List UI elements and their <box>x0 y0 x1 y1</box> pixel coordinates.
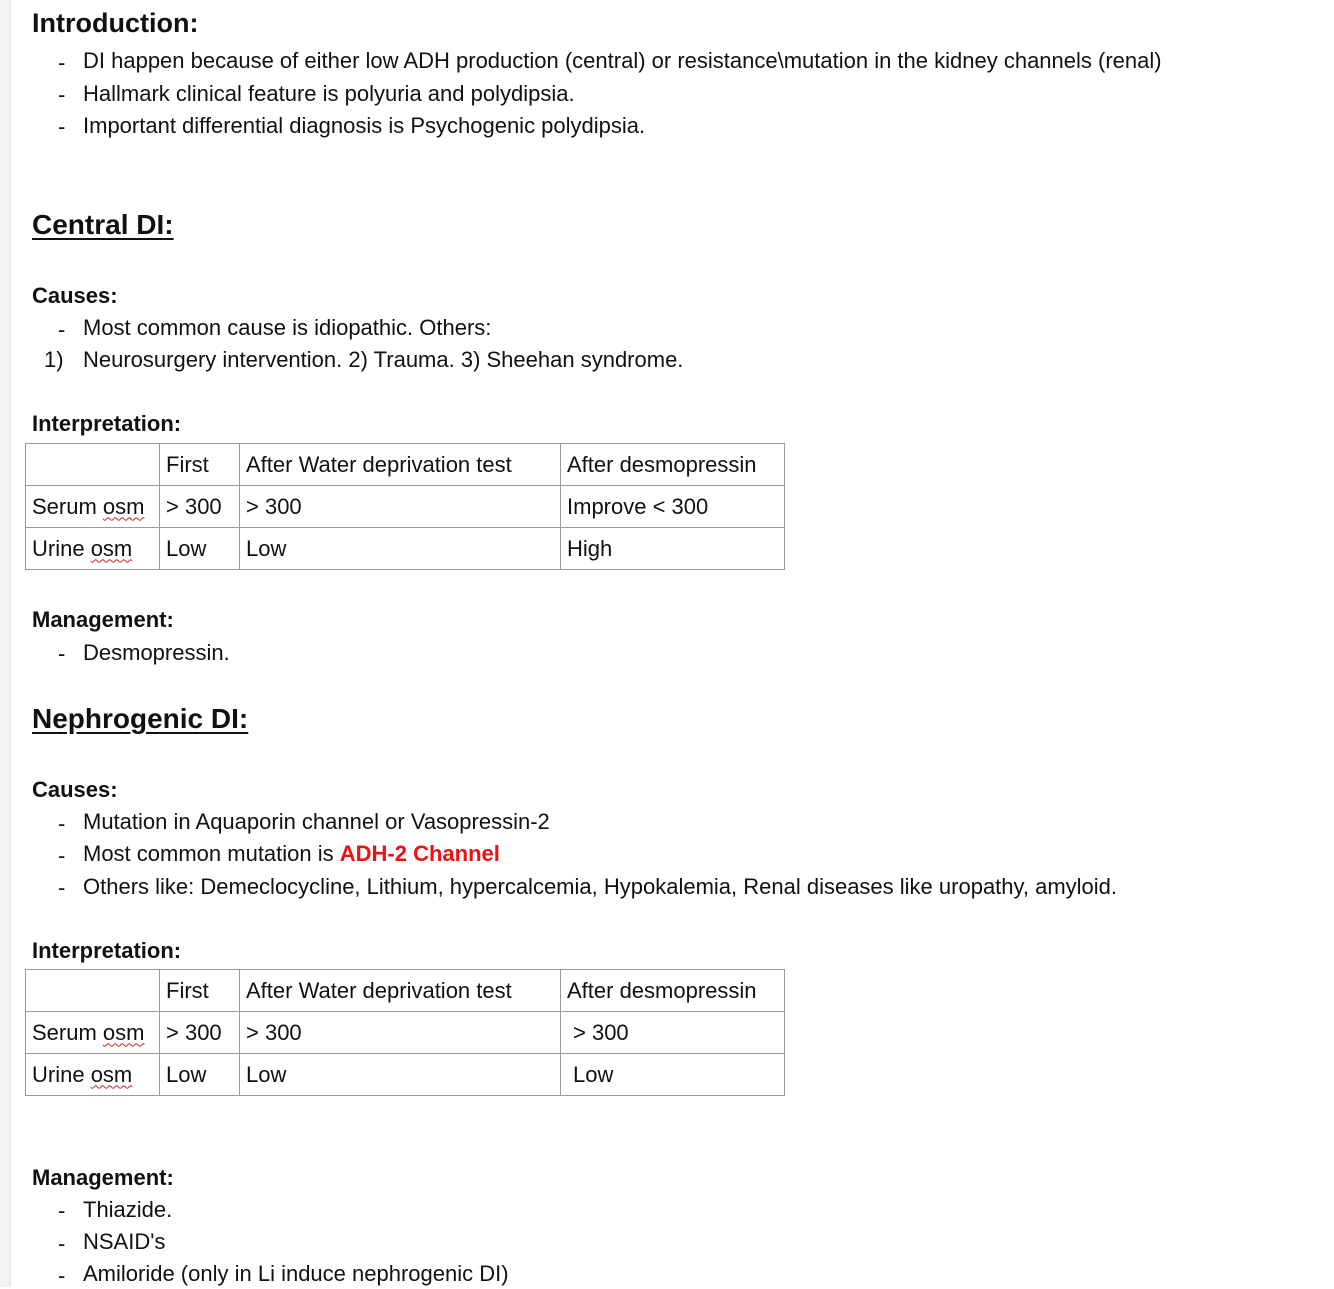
intro-heading: Introduction: <box>32 8 199 38</box>
nephro-mgmt-item-1: Thiazide. <box>83 1197 173 1222</box>
row-label: Serum <box>32 493 103 519</box>
central-causes-bullet: Most common cause is idiopathic. Others: <box>83 315 492 340</box>
nephro-mgmt-item-2: NSAID's <box>83 1229 166 1254</box>
list-number: 1) <box>44 347 64 372</box>
table-cell: > 300 <box>160 486 240 528</box>
bullet-dash: - <box>58 1198 66 1223</box>
table-row <box>26 1012 785 1054</box>
bullet-dash: - <box>58 317 66 342</box>
bullet-dash: - <box>58 114 66 139</box>
bullet-dash: - <box>58 1231 66 1256</box>
table-header-cell: First <box>160 970 240 1012</box>
table-cell: > 300 <box>240 486 561 528</box>
table-cell: Low <box>160 1054 240 1096</box>
table-header-cell: After desmopressin <box>561 444 785 486</box>
nephro-cause-1: Mutation in Aquaporin channel or Vasopressin-2 <box>83 809 550 834</box>
nephro-causes-heading: Causes: <box>32 777 118 802</box>
central-interp-heading: Interpretation: <box>32 411 182 436</box>
nephro-cause-3: Others like: Demeclocycline, Lithium, hypercalcemia, Hypokalemia, Renal diseases like uropathy, amyloid. <box>83 874 1118 899</box>
spellcheck-word: osm <box>90 535 133 561</box>
intro-bullet-2: Hallmark clinical feature is polyuria and polydipsia. <box>83 81 575 106</box>
table-cell: > 300 <box>561 1012 785 1054</box>
table-header-cell: After Water deprivation test <box>240 444 561 486</box>
bullet-dash: - <box>58 82 66 107</box>
spellcheck-word: osm <box>102 1019 145 1045</box>
table-cell: Low <box>160 528 240 570</box>
intro-bullet-3: Important differential diagnosis is Psychogenic polydipsia. <box>83 113 646 138</box>
nephro-interpretation-table <box>25 969 785 1096</box>
table-row <box>26 528 785 570</box>
table-header-cell: After Water deprivation test <box>240 970 561 1012</box>
table-cell: > 300 <box>240 1012 561 1054</box>
row-label-cell <box>26 528 160 570</box>
bullet-dash: - <box>58 875 66 900</box>
nephrogenic-di-heading: Nephrogenic DI: <box>32 703 249 734</box>
nephro-cause-2 <box>83 841 500 867</box>
table-cell: Low <box>240 528 561 570</box>
nephro-mgmt-item-3: Amiloride (only in Li induce nephrogenic DI) <box>83 1261 509 1286</box>
row-label-cell <box>26 486 160 528</box>
table-header-cell <box>26 970 160 1012</box>
central-mgmt-heading: Management: <box>32 607 174 632</box>
central-interpretation-table <box>25 443 785 570</box>
table-header-row <box>26 444 785 486</box>
bullet-dash: - <box>58 811 66 836</box>
central-causes-list: Neurosurgery intervention. 2) Trauma. 3) Sheehan syndrome. <box>83 347 684 372</box>
table-header-cell: After desmopressin <box>561 970 785 1012</box>
nephro-interp-heading: Interpretation: <box>32 938 182 963</box>
mutation-highlight: ADH-2 Channel <box>339 841 500 866</box>
bullet-dash: - <box>58 1263 66 1288</box>
table-cell: Low <box>561 1054 785 1096</box>
table-row <box>26 486 785 528</box>
table-cell: High <box>561 528 785 570</box>
mutation-prefix: Most common mutation is <box>83 841 340 866</box>
table-cell: Improve < 300 <box>561 486 785 528</box>
central-causes-heading: Causes: <box>32 283 118 308</box>
table-cell: Low <box>240 1054 561 1096</box>
row-label: Serum <box>32 1019 103 1045</box>
row-label: Urine <box>32 1061 91 1087</box>
row-label-cell <box>26 1012 160 1054</box>
bullet-dash: - <box>58 843 66 868</box>
intro-bullet-1: DI happen because of either low ADH production (central) or resistance\mutation in the kidney channels (renal) <box>83 48 1162 73</box>
row-label: Urine <box>32 535 91 561</box>
table-header-cell <box>26 444 160 486</box>
central-di-heading: Central DI: <box>32 209 174 240</box>
nephro-mgmt-heading: Management: <box>32 1165 174 1190</box>
bullet-dash: - <box>58 50 66 75</box>
central-mgmt-item: Desmopressin. <box>83 640 230 665</box>
bullet-dash: - <box>58 641 66 666</box>
spellcheck-word: osm <box>90 1061 133 1087</box>
table-header-row <box>26 970 785 1012</box>
row-label-cell <box>26 1054 160 1096</box>
table-header-cell: First <box>160 444 240 486</box>
spellcheck-word: osm <box>102 493 145 519</box>
table-row <box>26 1054 785 1096</box>
table-cell: > 300 <box>160 1012 240 1054</box>
